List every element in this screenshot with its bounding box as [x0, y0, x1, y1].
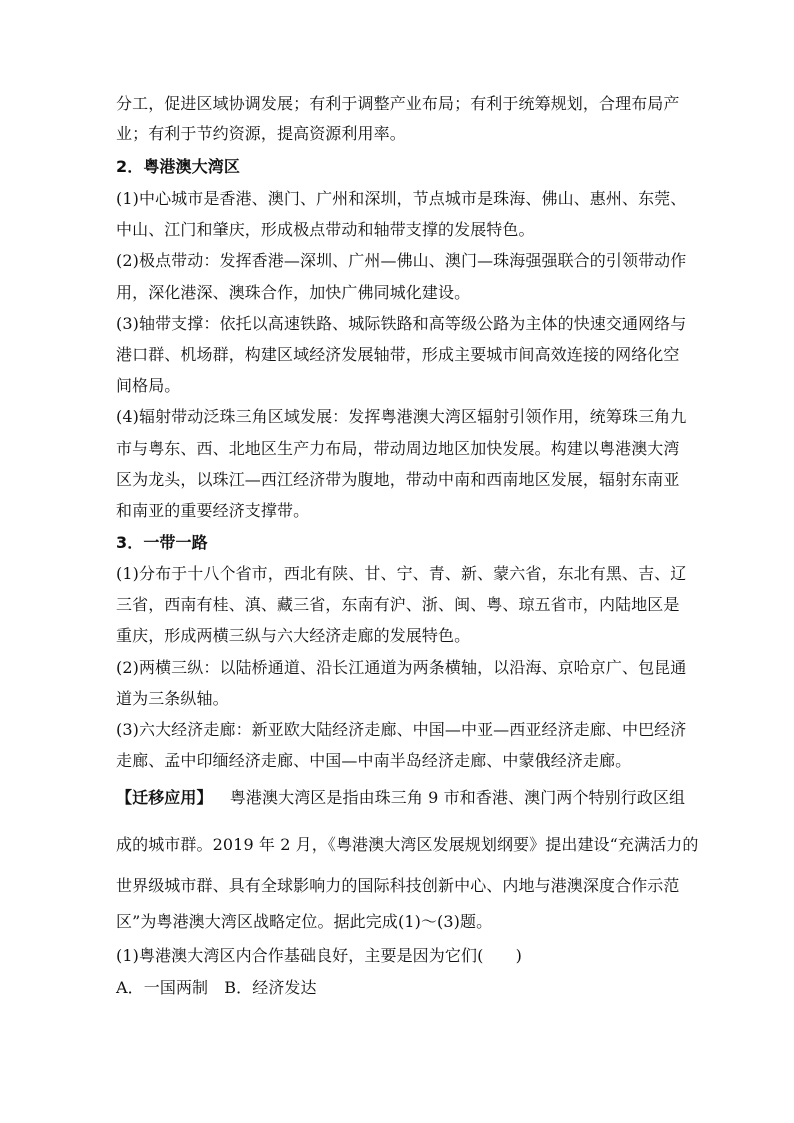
section-heading-gba: 2．粤港澳大湾区: [116, 157, 240, 176]
text-line: (2)两横三纵：以陆桥通道、沿长江通道为两条横轴，以沿海、京哈京广、包昆通: [116, 658, 687, 677]
text-line: (4)辐射带动泛珠三角区域发展：发挥粤港澳大湾区辐射引领作用，统筹珠三角九: [116, 407, 687, 426]
text-line: 港口群、机场群，构建区域经济发展轴带，形成主要城市间高效连接的网络化空: [116, 345, 680, 364]
transfer-text: 粤港澳大湾区是指由珠三角 9 市和香港、澳门两个特别行政区组: [229, 788, 686, 807]
transfer-text: 区”为粤港澳大湾区战略定位。据此完成(1)～(3)题。: [116, 912, 493, 931]
text-line: (3)六大经济走廊：新亚欧大陆经济走廊、中国—中亚—西亚经济走廊、中巴经济: [116, 720, 687, 739]
section-heading-belt-road: 3．一带一路: [116, 533, 208, 552]
text-line: (1)分布于十八个省市，西北有陕、甘、宁、青、新、蒙六省，东北有黑、吉、辽: [116, 564, 687, 583]
text-line: 中山、江门和肇庆，形成极点带动和轴带支撑的发展特色。: [116, 220, 535, 239]
text-line: 三省，西南有桂、滇、藏三省，东南有沪、浙、闽、粤、琼五省市，内陆地区是: [116, 595, 680, 614]
transfer-paragraph-first-line: [116, 788, 685, 808]
text-line: 用，深化港深、澳珠合作，加快广佛同城化建设。: [116, 283, 471, 302]
question-options: A．一国两制 B．经济发达: [116, 978, 317, 997]
text-line: 道为三条纵轴。: [116, 689, 229, 708]
text-line: 市与粤东、西、北地区生产力布局，带动周边地区加快发展。构建以粤港澳大湾: [116, 439, 680, 458]
text-line: 走廊、孟中印缅经济走廊、中国—中南半岛经济走廊、中蒙俄经济走廊。: [116, 751, 632, 770]
text-line: 重庆，形成两横三纵与六大经济走廊的发展特色。: [116, 626, 471, 645]
text-line: 业；有利于节约资源，提高资源利用率。: [116, 124, 406, 143]
transfer-text: 世界级城市群、具有全球影响力的国际科技创新中心、内地与港澳深度合作示范: [116, 876, 680, 895]
text-line: 分工，促进区域协调发展；有利于调整产业布局；有利于统筹规划，合理布局产: [116, 94, 680, 113]
transfer-text: 成的城市群。2019 年 2 月，《粤港澳大湾区发展规划纲要》提出建设“充满活力的: [116, 835, 699, 854]
text-line: 区为龙头，以珠江—西江经济带为腹地，带动中南和西南地区发展，辐射东南亚: [116, 470, 680, 489]
question-stem: (1)粤港澳大湾区内合作基础良好，主要是因为它们( ): [116, 946, 522, 965]
text-line: (2)极点带动：发挥香港—深圳、广州—佛山、澳门—珠海强强联合的引领带动作: [116, 251, 687, 270]
text-line: (3)轴带支撑：依托以高速铁路、城际铁路和高等级公路为主体的快速交通网络与: [116, 314, 687, 333]
text-line: 和南亚的重要经济支撑带。: [116, 501, 310, 520]
text-line: 间格局。: [116, 376, 181, 395]
text-line: (1)中心城市是香港、澳门、广州和深圳，节点城市是珠海、佛山、惠州、东莞、: [116, 189, 687, 208]
transfer-tag: 【迁移应用】: [116, 788, 213, 807]
